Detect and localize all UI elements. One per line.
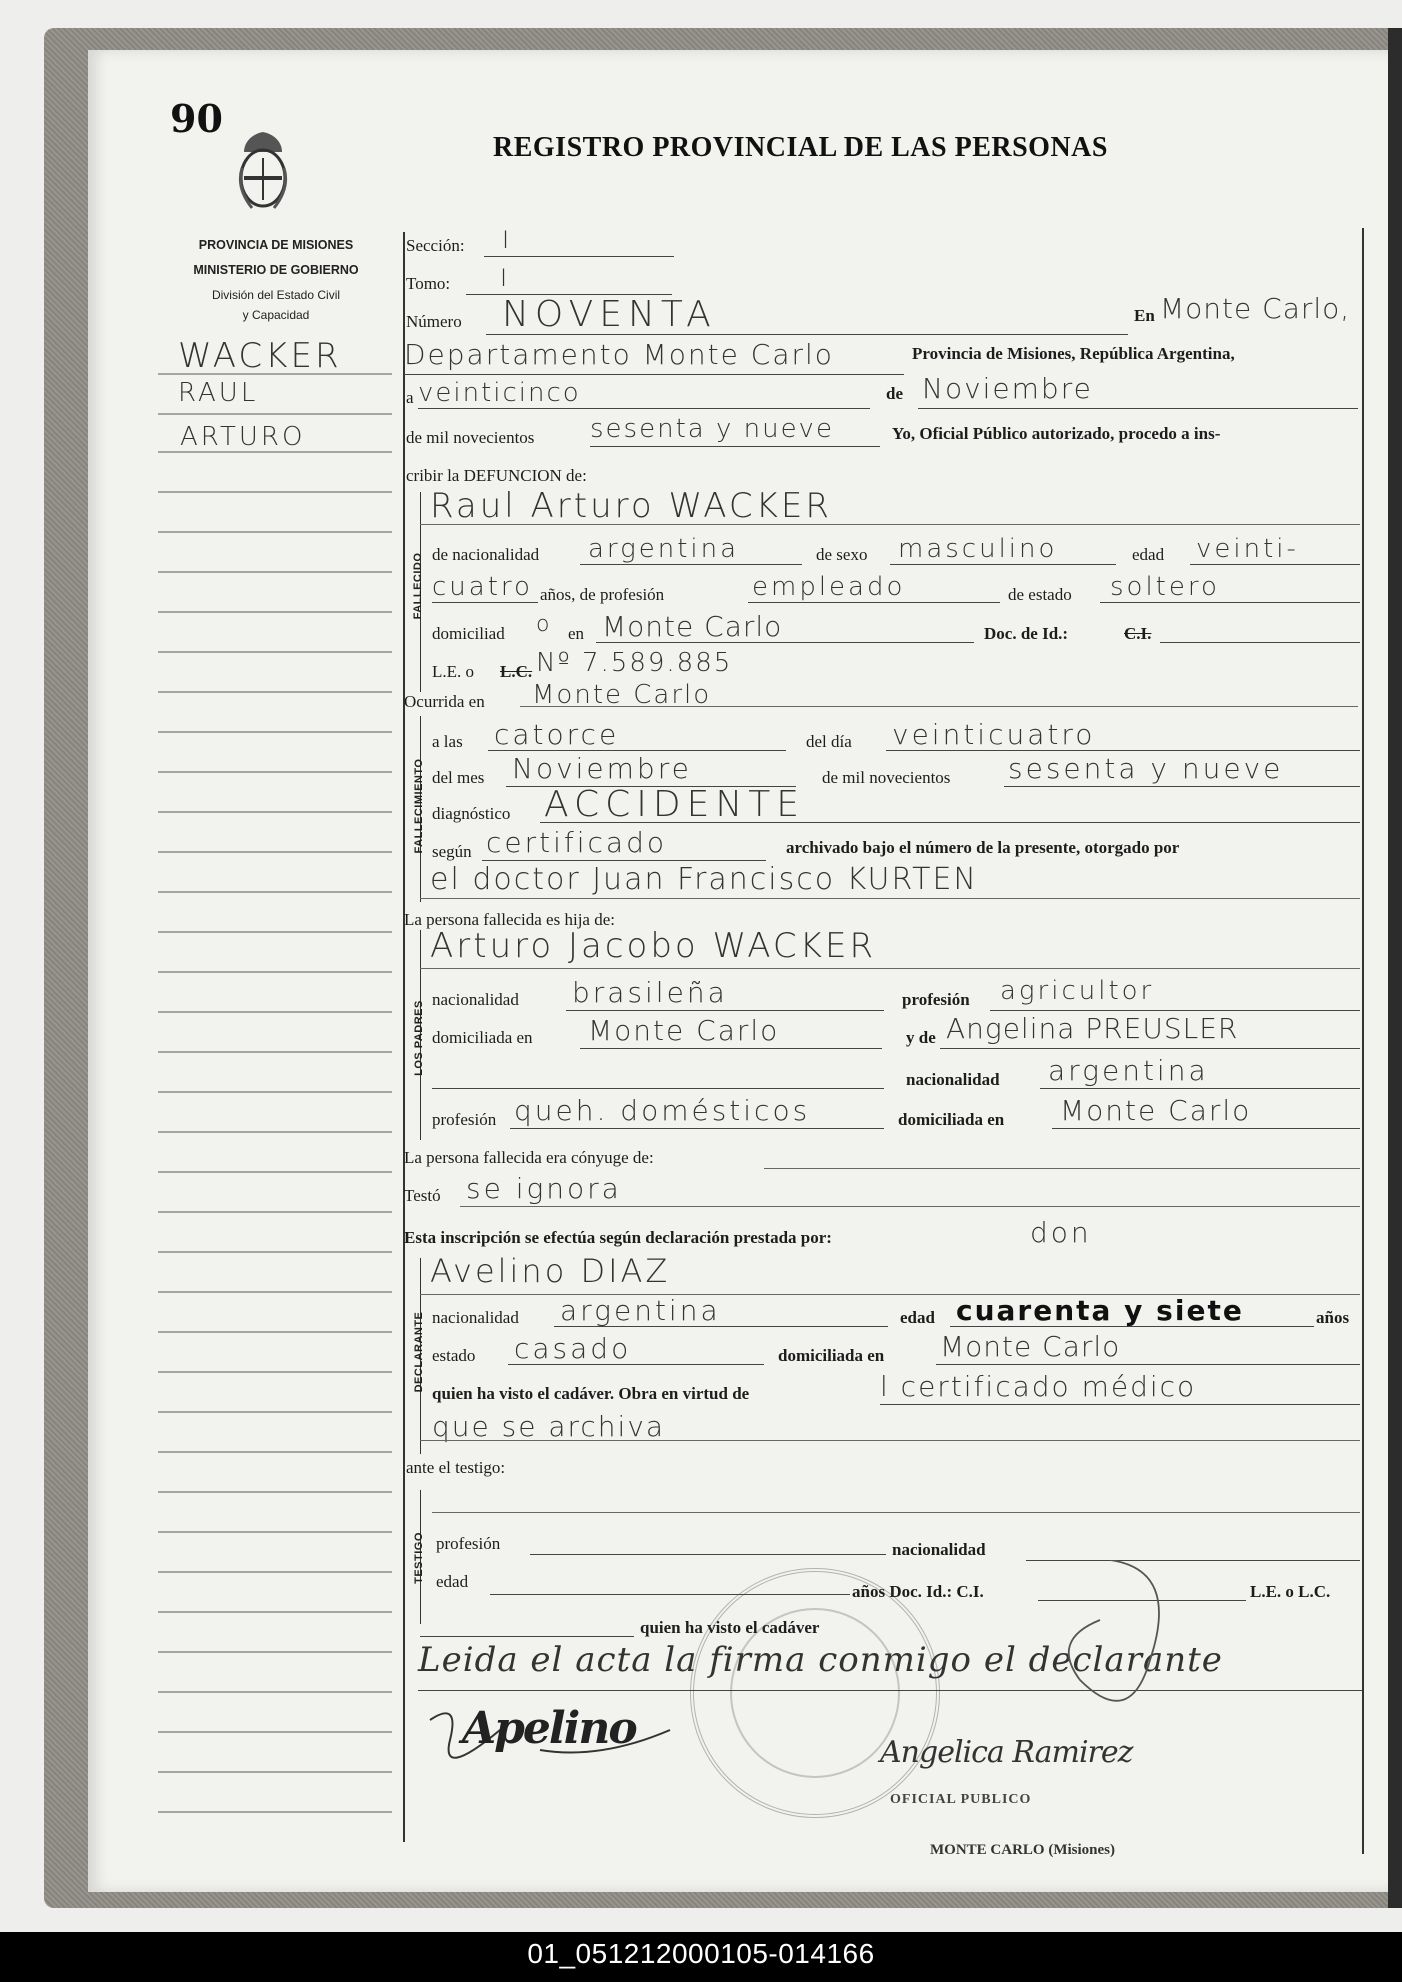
domicilio-underline	[596, 642, 974, 643]
padre-nacionalidad: brasileña	[572, 976, 728, 1009]
margin-first-name: RAUL	[178, 378, 259, 408]
padre-nacionalidad-underline	[566, 1010, 884, 1011]
testo-value: se ignora	[466, 1172, 622, 1205]
doc-label: Doc. de Id.:	[984, 624, 1069, 643]
declarante-obra-2-underline	[420, 1440, 1360, 1441]
le-struck: L.C.	[500, 662, 533, 681]
edad-underline	[1190, 564, 1360, 565]
declarante-obra-2: que se archiva	[432, 1410, 666, 1443]
testigo-profesion-underline	[530, 1554, 886, 1555]
dia-label: del día	[806, 732, 852, 751]
nacionalidad-label: de nacionalidad	[432, 545, 540, 564]
le-numero: Nº 7.589.885	[536, 648, 733, 678]
declarant-signature: Apelino	[462, 1703, 636, 1754]
segun-label: según	[432, 842, 472, 861]
fecha-mes-value: Noviembre	[922, 372, 1093, 405]
ocurrida-underline	[520, 706, 1358, 707]
doc-underline	[1160, 642, 1360, 643]
departamento-value: Departamento Monte Carlo	[404, 338, 834, 371]
madre-profesion: queh. domésticos	[514, 1094, 811, 1127]
en-value: Monte Carlo,	[1160, 292, 1351, 325]
anio-label: de mil novecientos	[406, 428, 535, 447]
fallecimiento-anio-label: de mil novecientos	[822, 768, 951, 787]
oficial-text: Yo, Oficial Público autorizado, procedo a ins-	[892, 424, 1221, 443]
archivado-text: archivado bajo el número de la presente, otorgado por	[786, 838, 1180, 857]
madre-nacionalidad: argentina	[1048, 1054, 1209, 1087]
edad-value-1: veinti-	[1196, 534, 1299, 564]
sexo-underline	[890, 564, 1116, 565]
official-signature: Angelica Ramirez	[880, 1735, 1133, 1770]
dia-value: veinticuatro	[892, 718, 1096, 751]
declarante-edad: cuarenta y siete	[956, 1294, 1244, 1327]
ante-label: ante el testigo:	[406, 1458, 506, 1477]
ocurrida-value: Monte Carlo	[532, 680, 712, 710]
estado-value: soltero	[1110, 572, 1220, 602]
page-number: 90	[170, 96, 223, 141]
document-title: REGISTRO PROVINCIAL DE LAS PERSONAS	[493, 132, 1108, 163]
fallecimiento-anio-value: sesenta y nueve	[1008, 752, 1284, 785]
image-caption: 01_051212000105-014166	[527, 1938, 875, 1969]
madre-profesion-underline	[510, 1128, 884, 1129]
edad-value-2: cuatro	[432, 572, 533, 602]
padre-profesion-underline	[990, 1010, 1360, 1011]
domicilio-suffix: o	[536, 612, 553, 637]
testigo-le-label: L.E. o L.C.	[1250, 1582, 1331, 1601]
hija-label: La persona fallecida es hija de:	[404, 910, 615, 929]
otorgado-value: el doctor Juan Francisco KURTEN	[430, 862, 978, 897]
testo-label: Testó	[404, 1186, 441, 1205]
fallecido-section-label: FALLECIDO	[412, 552, 424, 620]
profesion-label: años, de profesión	[540, 585, 665, 604]
tomo-value: I	[500, 264, 511, 292]
official-signature-loop	[1040, 1560, 1200, 1810]
sexo-value: masculino	[898, 534, 1058, 564]
seccion-label: Sección:	[406, 236, 465, 255]
madre-profesion-label: profesión	[432, 1110, 497, 1129]
form-frame-left	[403, 232, 405, 1842]
profesion-value: empleado	[752, 572, 906, 602]
declarante-domicilio: Monte Carlo	[940, 1330, 1121, 1363]
padre-nacionalidad-label: nacionalidad	[432, 990, 519, 1009]
madre-nombre: Angelina PREUSLER	[946, 1012, 1239, 1045]
profesion-underline	[748, 602, 1000, 603]
fecha-anio-value: sesenta y nueve	[590, 414, 834, 444]
seccion-underline	[484, 256, 674, 257]
office-line-3: División del Estado Civil	[211, 288, 341, 302]
form-frame-right	[1362, 228, 1364, 1854]
declarante-nacionalidad-label: nacionalidad	[432, 1308, 519, 1327]
otorgado-underline	[420, 898, 1360, 899]
inscripcion-value: don	[1030, 1216, 1092, 1249]
declarante-estado-label: estado	[432, 1346, 476, 1365]
testigo-nombre-underline	[432, 1512, 1360, 1513]
testigo-doc-label: años Doc. Id.: C.I.	[852, 1582, 984, 1601]
madre-nacionalidad-label: nacionalidad	[906, 1070, 1000, 1089]
a-label: a	[406, 388, 414, 407]
fallecido-nombre: Raul Arturo WACKER	[430, 486, 833, 526]
office-line-4: y Capacidad	[242, 308, 310, 322]
declarante-edad-underline	[950, 1326, 1314, 1327]
blank-line	[432, 1088, 884, 1089]
testigo-profesion-label: profesión	[436, 1534, 501, 1553]
doc-tipo: C.I.	[1124, 624, 1152, 643]
padre-domicilio: Monte Carlo	[588, 1014, 780, 1047]
fecha-mes-underline	[918, 408, 1358, 409]
inscripcion-text: Esta inscripción se efectúa según declaración prestada por:	[404, 1228, 832, 1247]
le-label: L.E. o	[432, 662, 475, 681]
declarante-nacionalidad-underline	[554, 1326, 888, 1327]
estado-underline	[1100, 602, 1360, 603]
declarante-estado: casado	[514, 1332, 632, 1365]
de-label: de	[886, 384, 903, 403]
seccion-value: I	[502, 226, 513, 254]
padre-profesion: agricultor	[1000, 976, 1155, 1006]
madre-domicilio-label: domiciliada en	[898, 1110, 1005, 1129]
declarante-estado-underline	[508, 1364, 764, 1365]
domicilio-en-label: en	[568, 624, 585, 643]
padre-underline	[420, 968, 1360, 969]
diagnostico-value: ACCIDENTE	[544, 784, 806, 825]
margin-middle-name: ARTURO	[180, 422, 306, 452]
padre-profesion-label: profesión	[902, 990, 970, 1009]
testo-underline	[460, 1206, 1360, 1207]
official-seal-inner-ring	[730, 1608, 900, 1778]
declarante-section-label: DECLARANTE	[413, 1311, 425, 1393]
declarante-nombre: Avelino DIAZ	[430, 1252, 671, 1290]
padres-section-label: LOS PADRES	[413, 1000, 425, 1076]
declarante-nacionalidad: argentina	[560, 1294, 721, 1327]
hora-underline	[488, 750, 786, 751]
declarante-anios-label: años	[1316, 1308, 1350, 1327]
domicilio-label: domiciliad	[432, 624, 505, 643]
fallecido-nombre-underline	[420, 524, 1360, 525]
estado-label: de estado	[1008, 585, 1072, 604]
madre-domicilio: Monte Carlo	[1060, 1094, 1252, 1127]
office-line-2: MINISTERIO DE GOBIERNO	[193, 263, 359, 277]
closing-text: Leida el acta la firma conmigo el declarante	[418, 1640, 1223, 1680]
numero-underline	[486, 334, 1128, 335]
testigo-visto-underline	[420, 1636, 634, 1637]
edad-label: edad	[1132, 545, 1165, 564]
nacionalidad-value: argentina	[588, 534, 740, 564]
numero-value: NOVENTA	[502, 294, 717, 335]
declarante-edad-label: edad	[900, 1308, 935, 1327]
y-de-label: y de	[906, 1028, 936, 1047]
margin-surname: WACKER	[178, 336, 342, 376]
madre-underline	[940, 1048, 1360, 1049]
testigo-nacionalidad-label: nacionalidad	[892, 1540, 986, 1559]
declarante-obra-1-underline	[880, 1404, 1360, 1405]
conyuge-underline	[764, 1168, 1360, 1169]
testigo-edad-label: edad	[436, 1572, 469, 1591]
domicilio-value: Monte Carlo	[602, 610, 783, 643]
segun-underline	[482, 860, 766, 861]
hora-value: catorce	[494, 718, 620, 751]
sexo-label: de sexo	[816, 545, 868, 564]
margin-ruled-lines	[150, 340, 400, 1860]
diagnostico-underline	[540, 822, 1360, 823]
fallecimiento-section-label: FALLECIMIENTO	[413, 758, 425, 854]
mes-label: del mes	[432, 768, 485, 787]
fecha-anio-underline	[590, 446, 880, 447]
declarante-visto-text: quien ha visto el cadáver. Obra en virtud de	[432, 1384, 750, 1403]
departamento-underline	[404, 374, 904, 375]
en-label: En	[1134, 306, 1155, 325]
official-name-stamp: OFICIAL PUBLICO	[890, 1792, 1032, 1807]
dia-underline	[886, 750, 1360, 751]
declarante-obra-1: l certificado médico	[880, 1370, 1197, 1403]
mes-value: Noviembre	[512, 752, 692, 785]
madre-domicilio-underline	[1052, 1128, 1360, 1129]
madre-nacionalidad-underline	[1040, 1088, 1360, 1089]
tomo-label: Tomo:	[406, 274, 451, 293]
fecha-dia-underline	[418, 408, 870, 409]
edad-2-underline	[432, 602, 538, 603]
testigo-visto-text: quien ha visto el cadáver	[640, 1618, 820, 1637]
padre-domicilio-label: domiciliada en	[432, 1028, 533, 1047]
testigo-section-label: TESTIGO	[413, 1532, 425, 1584]
official-place-stamp: MONTE CARLO (Misiones)	[930, 1842, 1115, 1858]
padre-nombre: Arturo Jacobo WACKER	[430, 926, 877, 966]
fecha-dia-value: veinticinco	[418, 378, 581, 408]
declarante-domicilio-underline	[936, 1364, 1360, 1365]
provincia-text: Provincia de Misiones, República Argentina,	[912, 344, 1235, 363]
diagnostico-label: diagnóstico	[432, 804, 511, 823]
hora-label: a las	[432, 732, 463, 751]
declarante-domicilio-label: domiciliada en	[778, 1346, 885, 1365]
segun-value: certificado	[486, 826, 667, 859]
padre-domicilio-underline	[580, 1048, 882, 1049]
coat-of-arms-icon	[232, 128, 294, 214]
inscribir-text: cribir la DEFUNCION de:	[406, 466, 587, 485]
office-line-1: PROVINCIA DE MISIONES	[198, 238, 354, 252]
background-edge	[1388, 28, 1402, 1908]
conyuge-label: La persona fallecida era cónyuge de:	[404, 1148, 654, 1167]
ocurrida-label: Ocurrida en	[404, 692, 485, 711]
numero-label: Número	[406, 312, 462, 331]
nacionalidad-underline	[580, 564, 802, 565]
fallecimiento-anio-underline	[1004, 786, 1360, 787]
